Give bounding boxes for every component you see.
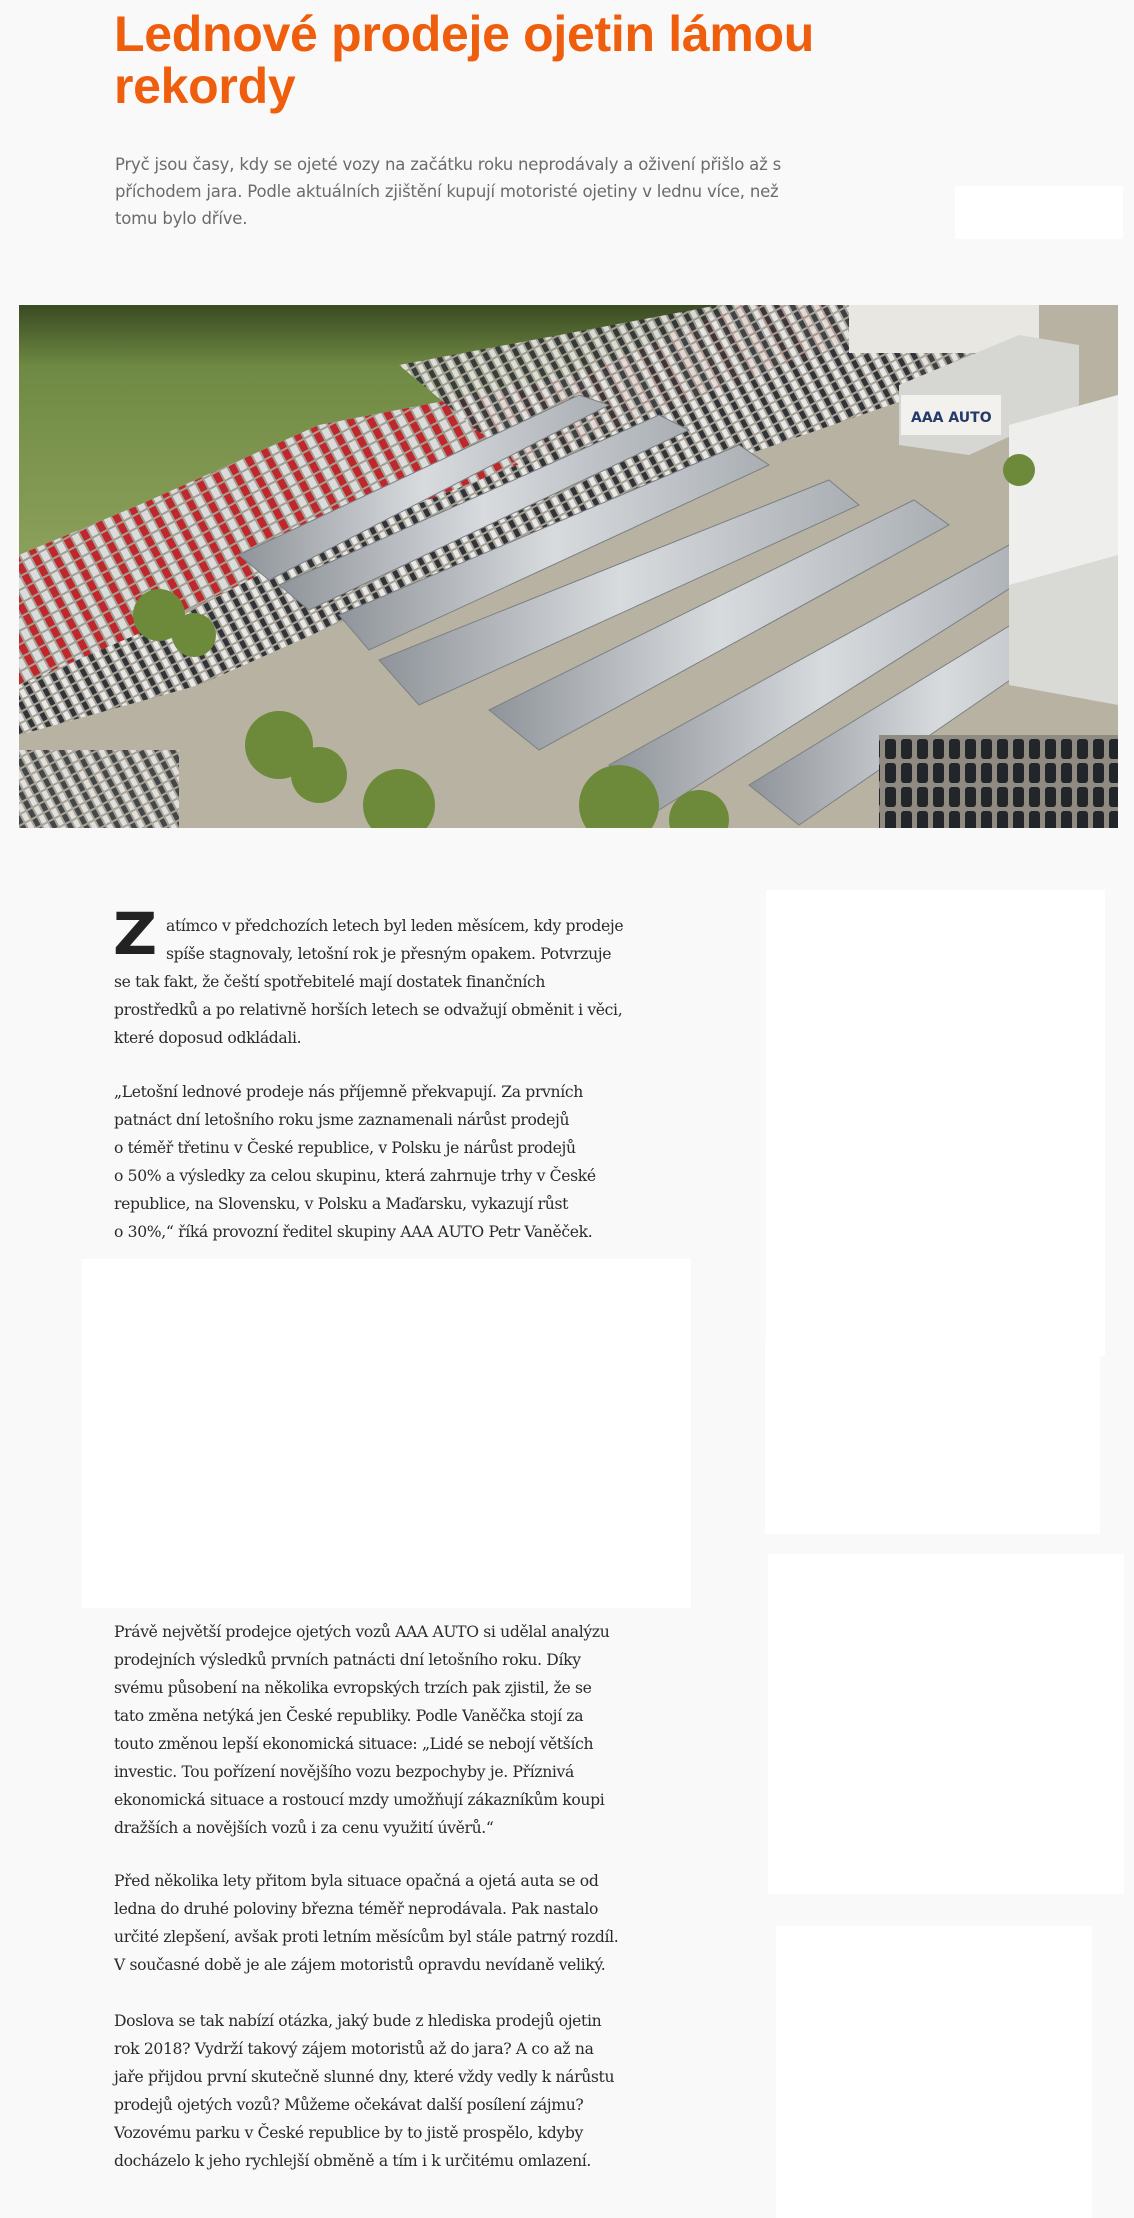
aaa-auto-sign: AAA AUTO <box>911 410 992 426</box>
article-title-line: Lednové prodeje ojetin lámou <box>114 6 815 62</box>
paragraph-line: V současné době je ale zájem motoristů opravdu nevídaně veliký. <box>114 1956 606 1974</box>
paragraph-line: Před několika lety přitom byla situace opačná a ojetá auta se od <box>114 1872 599 1890</box>
sidebar-ad-placeholder-3 <box>768 1554 1124 1894</box>
lead-line: tomu bylo dříve. <box>115 209 248 228</box>
paragraph-line: prostředků a po relativně horších letech se odvažují obměnit i věci, <box>114 1001 623 1019</box>
lead-line: příchodem jara. Podle aktuálních zjištění kupují motoristé ojetiny v lednu více, než <box>115 182 779 201</box>
paragraph-line: prodejů ojetých vozů? Můžeme očekávat další posílení zájmu? <box>114 2096 584 2114</box>
paragraph-line: dražších a novějších vozů i za cenu využití úvěrů.“ <box>114 1819 494 1837</box>
paragraph-line: Doslova se tak nabízí otázka, jaký bude z hlediska prodejů ojetin <box>114 2012 602 2030</box>
drop-cap: Z <box>112 900 158 968</box>
paragraph-line: které doposud odkládali. <box>114 1029 302 1047</box>
lead-line: Pryč jsou časy, kdy se ojeté vozy na začátku roku neprodávaly a oživení přišlo až s <box>115 155 781 174</box>
article-title <box>114 8 1014 112</box>
article-paragraph-3 <box>114 1618 674 1842</box>
paragraph-line: ekonomická situace a rostoucí mzdy umožňují zákazníkům koupi <box>114 1791 605 1809</box>
article-lead <box>115 151 935 232</box>
paragraph-line: ledna do druhé poloviny března téměř neprodávala. Pak nastalo <box>114 1900 599 1918</box>
paragraph-line: spíše stagnovaly, letošní rok je přesným opakem. Potvrzuje <box>166 945 612 963</box>
paragraph-line: republice, na Slovensku, v Polsku a Maďarsku, vykazují růst <box>114 1195 569 1213</box>
sidebar-ad-placeholder-4 <box>776 1926 1092 2218</box>
paragraph-line: investic. Tou pořízení novějšího vozu bezpochyby je. Příznivá <box>114 1763 574 1781</box>
sidebar-ad-placeholder-1 <box>766 890 1105 1356</box>
paragraph-line: tato změna netýká jen České republiky. Podle Vaněčka stojí za <box>114 1707 584 1725</box>
paragraph-line: o téměř třetinu v České republice, v Polsku je nárůst prodejů <box>114 1139 576 1157</box>
paragraph-line: touto změnou lepší ekonomická situace: „Lidé se nebojí větších <box>114 1735 594 1753</box>
ad-placeholder-inline <box>82 1259 691 1608</box>
paragraph-line: o 30%,“ říká provozní ředitel skupiny AAA AUTO Petr Vaněček. <box>114 1223 593 1241</box>
paragraph-line: Právě největší prodejce ojetých vozů AAA AUTO si udělal analýzu <box>114 1623 610 1641</box>
paragraph-line: „Letošní lednové prodeje nás příjemně překvapují. Za prvních <box>114 1083 583 1101</box>
paragraph-line: se tak fakt, že čeští spotřebitelé mají dostatek finančních <box>114 973 546 991</box>
hero-image <box>19 305 1118 828</box>
paragraph-line: atímco v předchozích letech byl leden měsícem, kdy prodeje <box>166 917 624 935</box>
paragraph-line: o 50% a výsledky za celou skupinu, která zahrnuje trhy v České <box>114 1167 596 1185</box>
paragraph-line: jaře přijdou první skutečně slunné dny, které vždy vedly k nárůstu <box>114 2068 615 2086</box>
article-paragraph-2 <box>114 1078 674 1246</box>
article-paragraph-4 <box>114 1867 674 1979</box>
paragraph-line: prodejních výsledků prvních patnácti dní letošního roku. Díky <box>114 1651 581 1669</box>
article-paragraph-5 <box>114 2007 674 2175</box>
paragraph-line: docházelo k jeho rychlejší obměně a tím i k určitému omlazení. <box>114 2152 592 2170</box>
paragraph-line: svému působení na několika evropských trzích pak zjistil, že se <box>114 1679 592 1697</box>
article-title-line: rekordy <box>114 58 296 114</box>
paragraph-line: rok 2018? Vydrží takový zájem motoristů až do jara? A co až na <box>114 2040 594 2058</box>
paragraph-line: patnáct dní letošního roku jsme zaznamenali nárůst prodejů <box>114 1111 570 1129</box>
paragraph-line: určité zlepšení, avšak proti letním měsícům byl stále patrný rozdíl. <box>114 1928 619 1946</box>
paragraph-line: Vozovému parku v České republice by to jistě prospělo, kdyby <box>114 2124 583 2142</box>
article-paragraph-1 <box>114 912 674 1052</box>
sidebar-ad-placeholder-2 <box>765 1342 1100 1534</box>
ad-placeholder-small <box>955 186 1123 239</box>
